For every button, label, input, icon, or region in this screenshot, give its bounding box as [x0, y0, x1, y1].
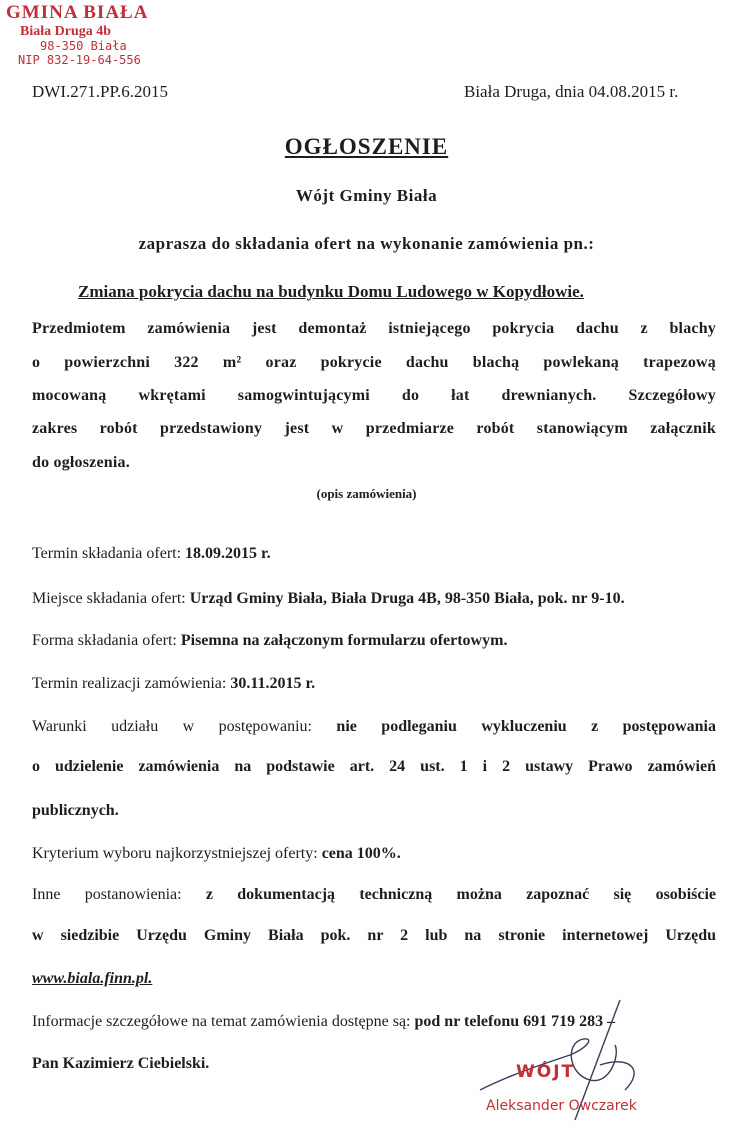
deadline-row [32, 545, 271, 563]
form-value: Pisemna na załączonym formularzu ofertowym. [180, 632, 508, 649]
signature-role: WÓJT [516, 1062, 576, 1082]
issuer-heading: Wójt Gminy Biała [295, 186, 438, 205]
conditions-value-3: publicznych. [32, 802, 119, 819]
conditions-row-1 [32, 718, 716, 736]
reference-number: DWI.271.PP.6.2015 [32, 82, 169, 101]
office-stamp [6, 2, 148, 68]
description-line-2: o powierzchni 322 m² oraz pokrycie dachu blachą powlekaną trapezową [32, 354, 716, 371]
conditions-label: Warunki udziału w postępowaniu: [32, 718, 312, 735]
description-line-4: zakres robót przedstawiony jest w przedmiarze robót stanowiącym załącznik [32, 420, 716, 437]
deadline-label: Termin składania ofert: [32, 545, 182, 562]
info-label: Informacje szczegółowe na temat zamówienia dostępne są: [32, 1013, 411, 1030]
criterion-label: Kryterium wyboru najkorzystniejszej oferty: [32, 845, 318, 862]
form-label: Forma składania ofert: [32, 632, 177, 649]
other-row-3 [32, 970, 152, 988]
location-label: Miejsce składania ofert: [32, 590, 186, 607]
conditions-row-3 [32, 802, 119, 820]
conditions-value-2: o udzielenie zamówienia na podstawie art. 24 ust. 1 i 2 ustawy Prawo zamówień [32, 758, 716, 775]
description-line-1: Przedmiotem zamówienia jest demontaż istniejącego pokrycia dachu z blachy [32, 320, 716, 337]
contact-person: Pan Kazimierz Ciebielski. [32, 1055, 210, 1072]
document-title-text: OGŁOSZENIE [284, 134, 449, 159]
realization-row [32, 675, 315, 693]
other-value-2: w siedzibie Urzędu Gminy Biała pok. nr 2 lub na stronie internetowej Urzędu [32, 927, 716, 944]
description-caption: (opis zamówienia) [316, 486, 417, 501]
form-row [32, 632, 507, 650]
contact-person-row [32, 1055, 209, 1073]
place-and-date: Biała Druga, dnia 04.08.2015 r. [464, 82, 679, 101]
website-link[interactable]: www.biala.finn.pl. [32, 970, 153, 987]
info-value: pod nr telefonu 691 719 283 – [414, 1013, 616, 1030]
document-title [0, 134, 733, 160]
location-row [32, 590, 625, 608]
invitation-heading: zaprasza do składania ofert na wykonanie zamówienia pn.: [138, 234, 595, 253]
stamp-municipality: GMINA BIAŁA [6, 2, 149, 23]
stamp-nip: NIP 832-19-64-556 [18, 52, 141, 67]
description-line-5: do ogłoszenia. [32, 454, 130, 471]
criterion-value: cena 100%. [321, 845, 401, 862]
stamp-postcode: 98-350 Biała [40, 38, 127, 53]
description-line-3: mocowaną wkrętami samogwintującymi do łat drewnianych. Szczegółowy [32, 387, 716, 404]
other-label: Inne postanowienia: [32, 886, 182, 903]
deadline-value: 18.09.2015 r. [185, 545, 271, 562]
location-value: Urząd Gminy Biała, Biała Druga 4B, 98-350 Biała, pok. nr 9-10. [189, 590, 625, 607]
conditions-value-1: nie podleganiu wykluczeniu z postępowania [336, 718, 716, 735]
other-row-1 [32, 886, 716, 904]
signature-name: Aleksander Owczarek [486, 1098, 637, 1114]
other-value-1: z dokumentacją techniczną można zapoznać się osobiście [205, 886, 717, 903]
realization-label: Termin realizacji zamówienia: [32, 675, 227, 692]
stamp-street: Biała Druga 4b [20, 23, 112, 39]
order-subject: Zmiana pokrycia dachu na budynku Domu Ludowego w Kopydłowie. [78, 282, 584, 301]
criterion-row [32, 845, 401, 863]
realization-value: 30.11.2015 r. [230, 675, 316, 692]
